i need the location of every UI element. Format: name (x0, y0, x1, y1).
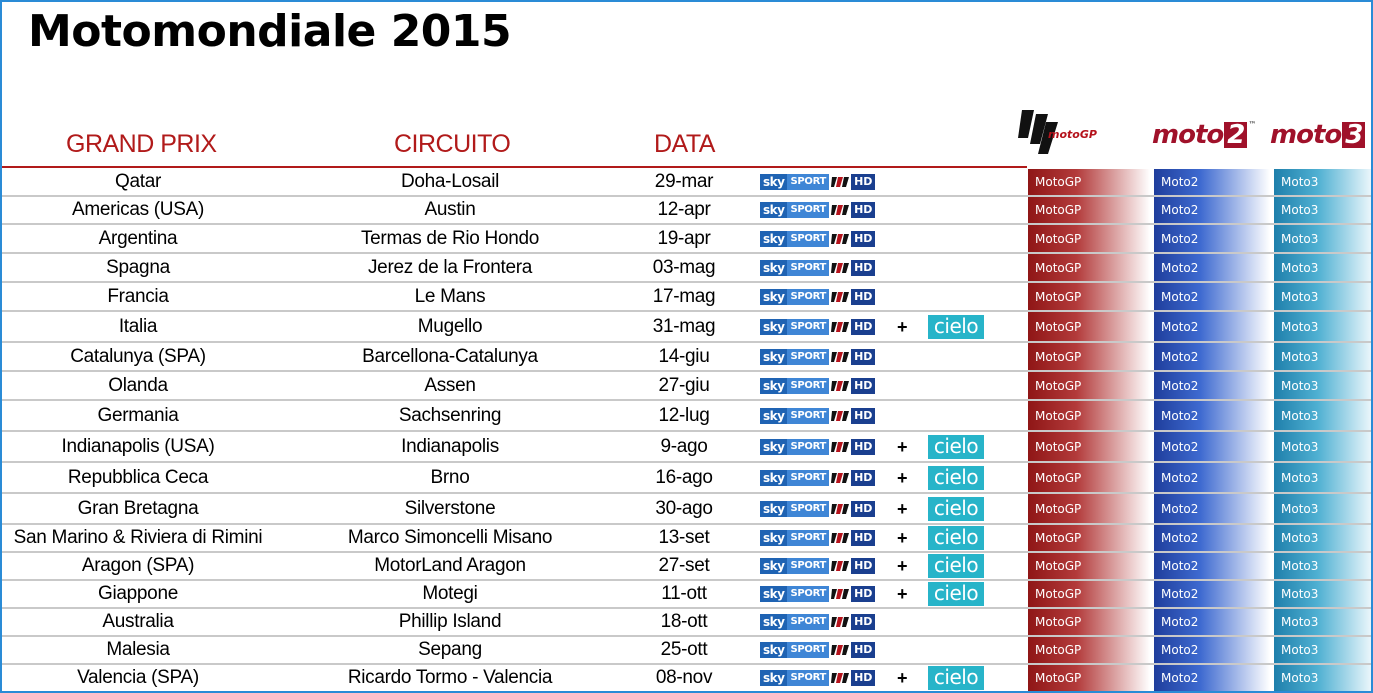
circuit-name: Le Mans (414, 285, 486, 307)
sky-logo-text: sky (760, 231, 787, 247)
sky-logo-text: sky (760, 174, 787, 190)
motogp-class-cell: MotoGP (1028, 254, 1150, 281)
motogp-small-icon (829, 408, 851, 424)
hd-logo-text: HD (851, 642, 875, 658)
sky-sport-hd-logo (760, 614, 875, 630)
moto3-class-cell: Moto3 (1274, 254, 1371, 281)
motogp-small-icon (829, 670, 851, 686)
hd-logo-text: HD (851, 614, 875, 630)
sky-logo-text: sky (760, 260, 787, 276)
plus-sign: + (897, 436, 908, 457)
sport-logo-text: SPORT (787, 231, 829, 247)
race-date: 12-lug (658, 404, 710, 426)
sport-logo-text: SPORT (787, 349, 829, 365)
sky-logo-text: sky (760, 530, 787, 546)
header-circuito: CIRCUITO (394, 130, 511, 158)
race-date: 11-ott (661, 583, 707, 604)
header-divider (2, 166, 1027, 168)
sky-sport-hd-logo (760, 501, 875, 517)
moto3-class-cell: Moto3 (1274, 372, 1371, 399)
motogp-class-cell: MotoGP (1028, 581, 1150, 607)
circuit-name: MotorLand Aragon (374, 555, 526, 576)
motogp-class-cell: MotoGP (1028, 372, 1150, 399)
race-date: 03-mag (652, 256, 716, 278)
moto2-class-cell: Moto2 (1154, 432, 1270, 461)
moto2-class-cell: Moto2 (1154, 637, 1270, 663)
grand-prix-name: Valencia (SPA) (77, 667, 199, 688)
moto3-logo-word: moto (1270, 120, 1342, 150)
table-row (2, 401, 1371, 432)
table-row (2, 225, 1371, 254)
moto2-class-cell: Moto2 (1154, 401, 1270, 430)
moto2-class-cell: Moto2 (1154, 197, 1270, 223)
moto2-class-cell: Moto2 (1154, 581, 1270, 607)
table-row (2, 525, 1371, 553)
hd-logo-text: HD (851, 670, 875, 686)
moto2-logo-number: 2 (1224, 122, 1247, 148)
circuit-name: Jerez de la Frontera (367, 256, 533, 278)
moto3-class-cell: Moto3 (1274, 553, 1371, 579)
motogp-class-cell: MotoGP (1028, 343, 1150, 370)
plus-sign: + (897, 528, 908, 548)
table-row (2, 312, 1371, 343)
sky-logo-text: sky (760, 289, 787, 305)
cielo-logo: cielo (928, 315, 984, 339)
moto3-class-cell: Moto3 (1274, 463, 1371, 492)
grand-prix-name: Italia (118, 315, 158, 337)
sport-logo-text: SPORT (787, 670, 829, 686)
circuit-name: Doha-Losail (400, 171, 500, 192)
circuit-name: Austin (424, 199, 476, 220)
header-data: DATA (654, 130, 715, 158)
table-row (2, 494, 1371, 525)
grand-prix-name: Malesia (106, 639, 170, 660)
moto2-class-cell: Moto2 (1154, 494, 1270, 523)
motogp-small-icon (829, 174, 851, 190)
circuit-name: Marco Simoncelli Misano (347, 527, 553, 548)
motogp-class-cell: MotoGP (1028, 312, 1150, 341)
motogp-class-cell: MotoGP (1028, 494, 1150, 523)
circuit-name: Assen (424, 374, 476, 396)
hd-logo-text: HD (851, 558, 875, 574)
motogp-class-cell: MotoGP (1028, 637, 1150, 663)
moto3-class-cell: Moto3 (1274, 581, 1371, 607)
motogp-small-icon (829, 349, 851, 365)
sky-logo-text: sky (760, 558, 787, 574)
moto3-class-cell: Moto3 (1274, 637, 1371, 663)
grand-prix-name: Australia (102, 611, 174, 632)
motogp-small-icon (829, 439, 851, 455)
sky-sport-hd-logo (760, 586, 875, 602)
circuit-name: Indianapolis (401, 435, 499, 457)
plus-sign: + (897, 584, 908, 604)
sky-sport-hd-logo (760, 319, 875, 335)
moto3-logo-number: 3 (1342, 122, 1365, 148)
race-date: 17-mag (652, 285, 716, 307)
sky-sport-hd-logo (760, 289, 875, 305)
grand-prix-name: Indianapolis (USA) (61, 435, 215, 457)
sky-logo-text: sky (760, 670, 787, 686)
moto2-logo-word: moto (1152, 120, 1224, 150)
sky-sport-hd-logo (760, 260, 875, 276)
moto2-class-cell: Moto2 (1154, 254, 1270, 281)
cielo-logo: cielo (928, 435, 984, 459)
grand-prix-name: Francia (107, 285, 169, 307)
race-date: 08-nov (655, 667, 713, 688)
sport-logo-text: SPORT (787, 378, 829, 394)
motogp-small-icon (829, 231, 851, 247)
sky-logo-text: sky (760, 319, 787, 335)
cielo-logo: cielo (928, 554, 984, 578)
motogp-class-cell: MotoGP (1028, 609, 1150, 635)
race-date: 16-ago (655, 466, 713, 488)
sport-logo-text: SPORT (787, 558, 829, 574)
moto3-class-cell: Moto3 (1274, 609, 1371, 635)
sport-logo-text: SPORT (787, 642, 829, 658)
sport-logo-text: SPORT (787, 289, 829, 305)
motogp-class-cell: MotoGP (1028, 463, 1150, 492)
moto3-class-cell: Moto3 (1274, 343, 1371, 370)
sport-logo-text: SPORT (787, 501, 829, 517)
sport-logo-text: SPORT (787, 439, 829, 455)
table-row (2, 463, 1371, 494)
sky-sport-hd-logo (760, 349, 875, 365)
moto2-logo (1152, 120, 1255, 150)
motogp-small-icon (829, 530, 851, 546)
hd-logo-text: HD (851, 586, 875, 602)
sport-logo-text: SPORT (787, 614, 829, 630)
circuit-name: Brno (430, 466, 470, 488)
circuit-name: Silverstone (404, 497, 496, 519)
race-date: 12-apr (657, 199, 711, 220)
sky-sport-hd-logo (760, 231, 875, 247)
moto2-class-cell: Moto2 (1154, 463, 1270, 492)
race-date: 18-ott (660, 611, 708, 632)
moto3-class-cell: Moto3 (1274, 225, 1371, 252)
hd-logo-text: HD (851, 289, 875, 305)
moto2-class-cell: Moto2 (1154, 609, 1270, 635)
motogp-class-cell: MotoGP (1028, 401, 1150, 430)
table-row (2, 197, 1371, 225)
moto2-trademark: ™ (1248, 120, 1256, 129)
motogp-small-icon (829, 289, 851, 305)
sky-sport-hd-logo (760, 408, 875, 424)
motogp-small-icon (829, 642, 851, 658)
motogp-small-icon (829, 586, 851, 602)
moto2-class-cell: Moto2 (1154, 169, 1270, 195)
sky-sport-hd-logo (760, 642, 875, 658)
sport-logo-text: SPORT (787, 530, 829, 546)
grand-prix-name: Repubblica Ceca (67, 466, 209, 488)
race-date: 29-mar (654, 171, 714, 192)
sport-logo-text: SPORT (787, 586, 829, 602)
table-row (2, 609, 1371, 637)
sky-logo-text: sky (760, 614, 787, 630)
cielo-logo: cielo (928, 582, 984, 606)
motogp-class-cell: MotoGP (1028, 432, 1150, 461)
table-row (2, 254, 1371, 283)
table-row (2, 283, 1371, 312)
motogp-class-cell: MotoGP (1028, 283, 1150, 310)
race-date: 9-ago (660, 435, 708, 457)
grand-prix-name: Olanda (108, 374, 168, 396)
header-grand-prix: GRAND PRIX (66, 130, 217, 158)
motogp-small-icon (829, 614, 851, 630)
table-row (2, 581, 1371, 609)
plus-sign: + (897, 498, 908, 519)
motogp-class-cell: MotoGP (1028, 553, 1150, 579)
plus-sign: + (897, 668, 908, 688)
sky-logo-text: sky (760, 408, 787, 424)
table-row (2, 665, 1371, 693)
circuit-name: Motegi (422, 583, 478, 604)
circuit-name: Phillip Island (398, 611, 502, 632)
sky-logo-text: sky (760, 470, 787, 486)
moto3-class-cell: Moto3 (1274, 169, 1371, 195)
sky-logo-text: sky (760, 501, 787, 517)
sport-logo-text: SPORT (787, 470, 829, 486)
hd-logo-text: HD (851, 530, 875, 546)
cielo-logo: cielo (928, 526, 984, 550)
moto2-class-cell: Moto2 (1154, 225, 1270, 252)
race-date: 25-ott (660, 639, 708, 660)
circuit-name: Barcellona-Catalunya (362, 345, 538, 367)
motogp-small-icon (829, 378, 851, 394)
sky-logo-text: sky (760, 202, 787, 218)
moto2-class-cell: Moto2 (1154, 312, 1270, 341)
circuit-name: Ricardo Tormo - Valencia (347, 667, 553, 688)
page-title: Motomondiale 2015 (28, 6, 512, 57)
motogp-small-icon (829, 558, 851, 574)
motogp-class-cell: MotoGP (1028, 169, 1150, 195)
grand-prix-name: Qatar (114, 171, 162, 192)
grand-prix-name: Aragon (SPA) (81, 555, 195, 576)
race-date: 27-set (658, 555, 710, 576)
hd-logo-text: HD (851, 174, 875, 190)
race-date: 27-giu (658, 374, 710, 396)
hd-logo-text: HD (851, 349, 875, 365)
grand-prix-name: Germania (97, 404, 179, 426)
table-row (2, 553, 1371, 581)
sky-sport-hd-logo (760, 530, 875, 546)
moto2-class-cell: Moto2 (1154, 525, 1270, 551)
table-row (2, 169, 1371, 197)
race-date: 19-apr (657, 227, 711, 249)
race-date: 14-giu (658, 345, 710, 367)
table-row (2, 637, 1371, 665)
sky-logo-text: sky (760, 349, 787, 365)
sky-sport-hd-logo (760, 202, 875, 218)
sky-logo-text: sky (760, 642, 787, 658)
moto2-class-cell: Moto2 (1154, 553, 1270, 579)
motogp-small-icon (829, 470, 851, 486)
hd-logo-text: HD (851, 470, 875, 486)
race-date: 13-set (658, 527, 710, 548)
sky-sport-hd-logo (760, 670, 875, 686)
sky-sport-hd-logo (760, 378, 875, 394)
table-row (2, 343, 1371, 372)
cielo-logo: cielo (928, 497, 984, 521)
sky-sport-hd-logo (760, 470, 875, 486)
moto3-logo (1270, 120, 1365, 150)
cielo-logo: cielo (928, 466, 984, 490)
motogp-small-icon (829, 319, 851, 335)
sport-logo-text: SPORT (787, 174, 829, 190)
motogp-class-cell: MotoGP (1028, 665, 1150, 691)
sky-logo-text: sky (760, 378, 787, 394)
hd-logo-text: HD (851, 378, 875, 394)
grand-prix-name: Spagna (106, 256, 170, 278)
hd-logo-text: HD (851, 408, 875, 424)
table-row (2, 432, 1371, 463)
hd-logo-text: HD (851, 231, 875, 247)
grand-prix-name: Argentina (98, 227, 178, 249)
moto2-class-cell: Moto2 (1154, 283, 1270, 310)
plus-sign: + (897, 316, 908, 337)
table-row (2, 372, 1371, 401)
circuit-name: Termas de Rio Hondo (360, 227, 540, 249)
motogp-class-cell: MotoGP (1028, 525, 1150, 551)
sport-logo-text: SPORT (787, 202, 829, 218)
grand-prix-name: San Marino & Riviera di Rimini (13, 527, 263, 548)
moto3-class-cell: Moto3 (1274, 494, 1371, 523)
moto3-class-cell: Moto3 (1274, 312, 1371, 341)
circuit-name: Mugello (417, 315, 483, 337)
hd-logo-text: HD (851, 501, 875, 517)
hd-logo-text: HD (851, 439, 875, 455)
motogp-class-cell: MotoGP (1028, 197, 1150, 223)
sky-logo-text: sky (760, 439, 787, 455)
sky-logo-text: sky (760, 586, 787, 602)
motogp-logo-text: motoGP (1048, 128, 1097, 141)
moto3-class-cell: Moto3 (1274, 432, 1371, 461)
moto3-class-cell: Moto3 (1274, 665, 1371, 691)
race-table (2, 169, 1371, 693)
motogp-class-cell: MotoGP (1028, 225, 1150, 252)
moto3-class-cell: Moto3 (1274, 525, 1371, 551)
grand-prix-name: Gran Bretagna (77, 497, 199, 519)
circuit-name: Sepang (418, 639, 482, 660)
moto3-class-cell: Moto3 (1274, 401, 1371, 430)
motogp-small-icon (829, 501, 851, 517)
moto2-class-cell: Moto2 (1154, 665, 1270, 691)
moto3-class-cell: Moto3 (1274, 197, 1371, 223)
moto3-class-cell: Moto3 (1274, 283, 1371, 310)
hd-logo-text: HD (851, 202, 875, 218)
moto2-class-cell: Moto2 (1154, 343, 1270, 370)
race-date: 30-ago (655, 497, 713, 519)
hd-logo-text: HD (851, 260, 875, 276)
motogp-small-icon (829, 202, 851, 218)
grand-prix-name: Giappone (97, 583, 178, 604)
plus-sign: + (897, 467, 908, 488)
plus-sign: + (897, 556, 908, 576)
cielo-logo: cielo (928, 666, 984, 690)
motogp-logo (1018, 108, 1108, 158)
motogp-small-icon (829, 260, 851, 276)
sport-logo-text: SPORT (787, 319, 829, 335)
sport-logo-text: SPORT (787, 260, 829, 276)
grand-prix-name: Americas (USA) (72, 199, 204, 220)
sport-logo-text: SPORT (787, 408, 829, 424)
sky-sport-hd-logo (760, 558, 875, 574)
sky-sport-hd-logo (760, 174, 875, 190)
hd-logo-text: HD (851, 319, 875, 335)
grand-prix-name: Catalunya (SPA) (70, 345, 206, 367)
sky-sport-hd-logo (760, 439, 875, 455)
circuit-name: Sachsenring (398, 404, 502, 426)
moto2-class-cell: Moto2 (1154, 372, 1270, 399)
race-date: 31-mag (652, 315, 716, 337)
